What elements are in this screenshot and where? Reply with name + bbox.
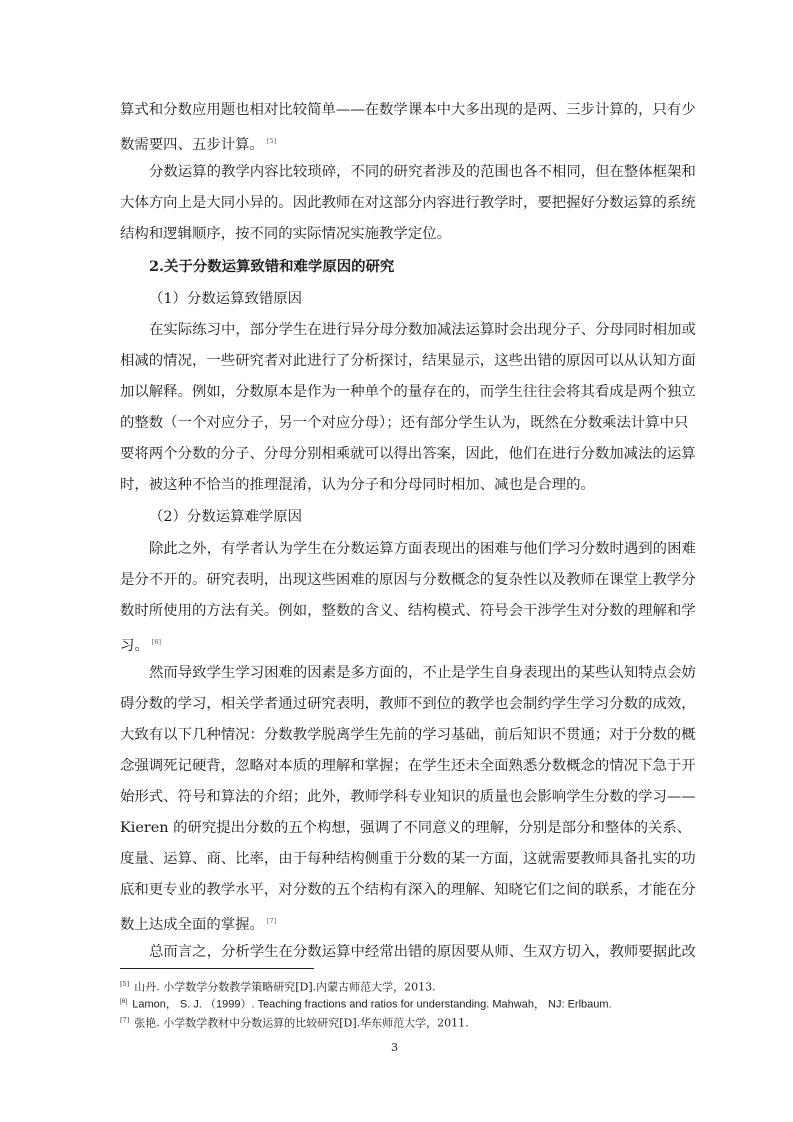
footnote-text: 张艳. 小学数学教材中分数运算的比较研究[D].华东师范大学，2011. <box>134 1016 469 1030</box>
subsection-heading: （2）分数运算难学原因 <box>149 509 303 525</box>
body-line: 结构和逻辑顺序，按不同的实际情况实施教学定位。 <box>120 226 451 242</box>
footnote-separator <box>120 968 314 969</box>
body-line: 加以解释。例如，分数原本是作为一种单个的量存在的，而学生往往会将其看成是两个独立 <box>120 384 696 400</box>
citation-ref: [5] <box>266 137 277 145</box>
paragraph-first-line: 然而导致学生学习困难的因素是多方面的，不止是学生自身表现出的某些认知特点会妨 <box>149 665 696 681</box>
body-line: 算式和分数应用题也相对比较简单——在数学课本中大多出现的是两、三步计算的，只有少 <box>120 102 696 118</box>
page-number: 3 <box>391 1041 398 1054</box>
body-line: 数需要四、五步计算。 [5] <box>120 136 277 153</box>
paragraph-first-line: 总而言之，分析学生在分数运算中经常出错的原因要从师、生双方切入，教师要据此改 <box>149 944 696 960</box>
footnote <box>120 976 436 996</box>
body-line: 大体方向上是大同小异的。因此教师在对这部分内容进行教学时，要把握好分数运算的系统 <box>120 195 696 211</box>
footnote <box>120 1012 469 1032</box>
paragraph-first-line: 在实际练习中，部分学生在进行异分母分数加减法运算时会出现分子、分母同时相加或 <box>149 322 696 338</box>
body-line: 时，被这种不恰当的推理混淆，认为分子和分母同时相加、减也是合理的。 <box>120 477 595 493</box>
body-line: 相减的情况，一些研究者对此进行了分析探讨，结果显示，这些出错的原因可以从认知方面 <box>120 353 696 369</box>
body-line: 习。 [6] <box>120 637 162 654</box>
paragraph-first-line: 分数运算的教学内容比较琐碎，不同的研究者涉及的范围也各不相同，但在整体框架和 <box>149 164 696 180</box>
body-line: 是分不开的。研究表明，出现这些困难的原因与分数概念的复杂性以及教师在课堂上教学分 <box>120 572 696 588</box>
paragraph-first-line: 除此之外，有学者认为学生在分数运算方面表现出的困难与他们学习分数时遇到的困难 <box>149 541 696 557</box>
body-line: 底和更专业的教学水平，对分数的五个结构有深入的理解、知晓它们之间的联系，才能在分 <box>120 882 696 898</box>
footnote-marker: [7] <box>120 1016 130 1024</box>
body-line: 大致有以下几种情况：分数教学脱离学生先前的学习基础，前后知识不贯通；对于分数的概 <box>120 727 696 743</box>
footnote <box>120 994 612 1013</box>
footnote-text: Lamon， S. J. （1999）. Teaching fractions and ratios for understanding. Mahwah， NJ: Erlbaum. <box>132 998 612 1011</box>
footnote-marker: [5] <box>120 980 130 988</box>
body-line: 要将两个分数的分子、分母分别相乘就可以得出答案，因此，他们在进行分数加减法的运算 <box>120 446 696 462</box>
citation-ref: [7] <box>266 917 277 925</box>
citation-ref: [6] <box>151 638 162 646</box>
body-line: 数时所使用的方法有关。例如，整数的含义、结构模式、符号会干涉学生对分数的理解和学 <box>120 603 696 619</box>
body-line: 碍分数的学习，相关学者通过研究表明，教师不到位的教学也会制约学生学习分数的成效， <box>120 696 696 712</box>
body-line: 的整数（一个对应分子，另一个对应分母）；还有部分学生认为，既然在分数乘法计算中只 <box>120 415 689 431</box>
subsection-heading: （1）分数运算致错原因 <box>149 291 303 307</box>
footnote-text: 山丹. 小学数学分数教学策略研究[D].内蒙古师范大学，2013. <box>134 980 436 994</box>
body-line: 始形式、符号和算法的介绍；此外，教师学科专业知识的质量也会影响学生分数的学习—— <box>120 789 696 805</box>
body-line: 数上达成全面的掌握。 [7] <box>120 916 277 933</box>
body-line: Kieren 的研究提出分数的五个构想，强调了不同意义的理解，分别是部分和整体的关系、 <box>120 820 692 836</box>
body-line: 念强调死记硬背，忽略对本质的理解和掌握；在学生还未全面熟悉分数概念的情况下急于开 <box>120 758 696 774</box>
section-heading: 2.关于分数运算致错和难学原因的研究 <box>149 258 395 275</box>
footnote-marker: [6] <box>120 998 128 1005</box>
body-line: 度量、运算、商、比率，由于每种结构侧重于分数的某一方面，这就需要教师具备扎实的功 <box>120 851 696 867</box>
